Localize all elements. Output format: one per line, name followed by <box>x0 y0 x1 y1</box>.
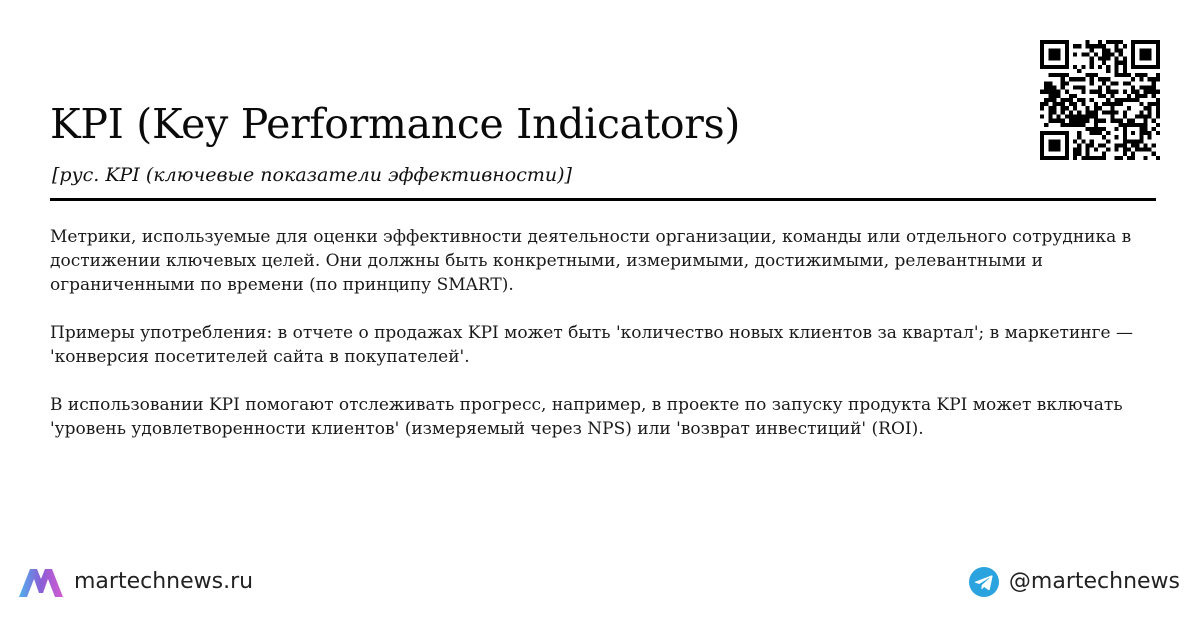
title-divider <box>50 198 1156 201</box>
page-title: KPI (Key Performance Indicators) <box>50 100 741 148</box>
definition-body <box>50 225 1156 465</box>
definition-paragraph: Метрики, используемые для оценки эффективности деятельности организации, команды или отдельного сотрудника в достижении ключевых целей. Они должны быть конкретными, измеримыми, достижимыми, релевантными и ограниченными по времени (по принципу SMART). <box>50 227 1132 295</box>
telegram-icon <box>969 567 999 597</box>
usage-examples-paragraph: Примеры употребления: в отчете о продажах KPI может быть 'количество новых клиентов за квартал'; в маркетинге — 'конверсия посетителей сайта в покупателей'. <box>50 323 1133 367</box>
telegram-handle: @martechnews <box>1008 569 1180 594</box>
application-paragraph: В использовании KPI помогают отслеживать прогресс, например, в проекте по запуску продукта KPI может включать 'уровень удовлетворенности клиентов' (измеряемый через NPS) или 'возврат инвестиций' (ROI). <box>50 395 1123 439</box>
translation-subtitle: [рус. KPI (ключевые показатели эффективности)] <box>52 164 572 186</box>
site-link[interactable] <box>15 564 253 600</box>
qr-code-icon[interactable] <box>1040 40 1160 160</box>
site-label: martechnews.ru <box>74 569 254 594</box>
martechnews-logo-icon <box>15 565 65 599</box>
telegram-link[interactable] <box>969 564 1180 600</box>
